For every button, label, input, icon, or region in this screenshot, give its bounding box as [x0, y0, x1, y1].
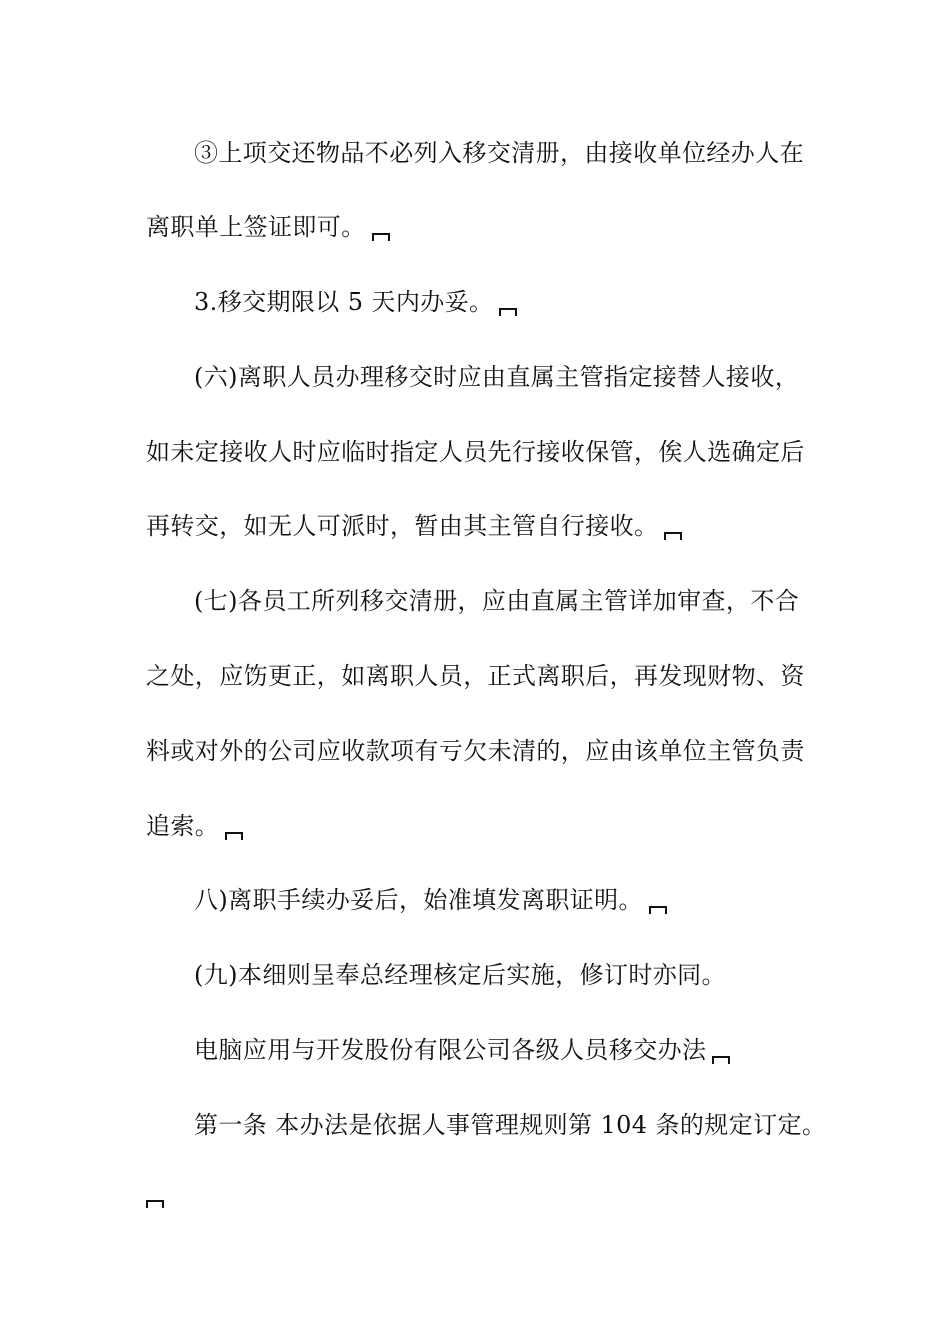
text-line: 料或对外的公司应收款项有亏欠未清的，应由该单位主管负责: [146, 737, 805, 765]
text-line: ③上项交还物品不必列入移交清册，由接收单位经办人在: [194, 139, 804, 167]
text-line: 八)离职手续办妥后，始准填发离职证明。: [194, 882, 816, 918]
paragraph-mark-icon: [712, 1056, 730, 1064]
paragraph-mark-icon: [664, 532, 682, 540]
text-line: 追索。: [146, 808, 816, 844]
text-line: (九)本细则呈奉总经理核定后实施，修订时亦同。: [194, 961, 726, 989]
paragraph-mark-icon: [372, 233, 390, 241]
text-line: (七)各员工所列移交清册，应由直属主管详加审查，不合: [194, 587, 800, 615]
text-line: 3.移交期限以 5 天内办妥。: [194, 284, 816, 320]
text-line: 如未定接收人时应临时指定人员先行接收保管，俟人选确定后: [146, 438, 805, 466]
text-line: 第一条 本办法是依据人事管理规则第 104 条的规定订定。: [194, 1111, 827, 1139]
text-line: 再转交，如无人可派时，暂由其主管自行接收。: [146, 508, 816, 544]
paragraph-mark-icon: [499, 308, 517, 316]
text-line: (六)离职人员办理移交时应由直属主管指定接替人接收，: [194, 363, 800, 391]
text-line: 离职单上签证即可。: [146, 209, 816, 245]
paragraph-mark-icon: [146, 1200, 164, 1208]
text-line: 之处，应饬更正，如离职人员，正式离职后，再发现财物、资: [146, 662, 805, 690]
paragraph-mark-icon: [225, 832, 243, 840]
text-line: 电脑应用与开发股份有限公司各级人员移交办法: [194, 1032, 816, 1068]
paragraph-mark-icon: [649, 906, 667, 914]
